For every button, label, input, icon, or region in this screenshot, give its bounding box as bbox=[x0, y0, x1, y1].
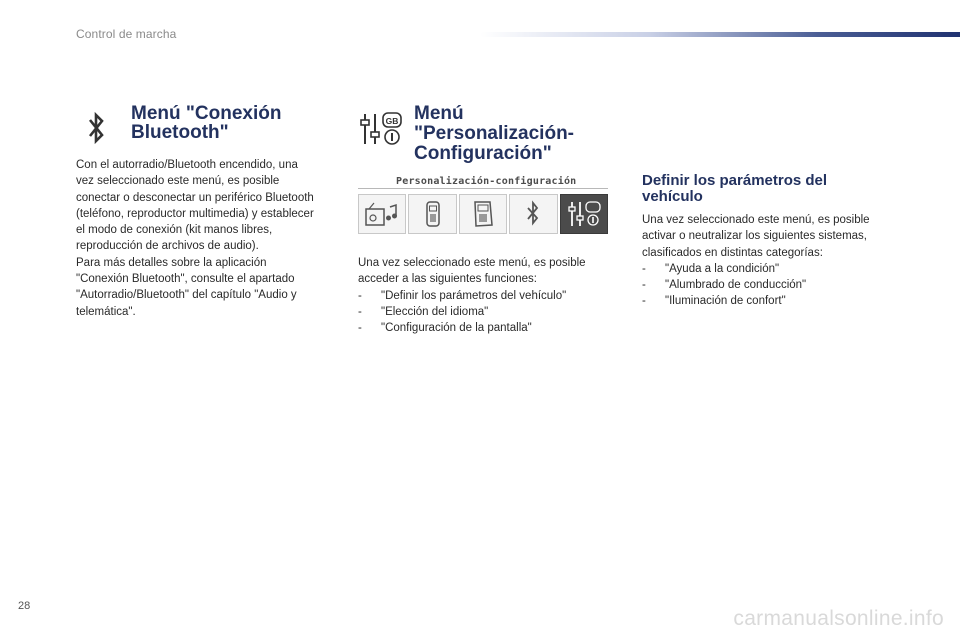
screen-menu-divider bbox=[358, 188, 608, 189]
header-rule bbox=[480, 32, 960, 37]
personalization-menu-description: Una vez seleccionado este menú, es posible acceder a las siguientes funciones: - "Definir los parámetros del vehículo" - "Elección del idioma" - "Configuración de la pantalla" bbox=[358, 255, 618, 336]
radio-audio-icon bbox=[362, 199, 402, 229]
settings-sliders-icon bbox=[564, 199, 604, 229]
screen-menu-bar bbox=[358, 194, 608, 234]
menu-button-radio-audio[interactable] bbox=[358, 194, 406, 234]
page-number: 28 bbox=[18, 600, 31, 612]
settings-sliders-icon bbox=[358, 110, 404, 148]
menu-button-bluetooth[interactable] bbox=[509, 194, 557, 234]
screen-menu-title: Personalización-configuración bbox=[396, 176, 577, 187]
bluetooth-icon bbox=[513, 199, 553, 229]
watermark: carmanualsonline.info bbox=[733, 607, 944, 630]
bluetooth-icon bbox=[84, 111, 108, 145]
menu-button-phone[interactable] bbox=[408, 194, 456, 234]
section-title: Control de marcha bbox=[76, 27, 177, 41]
svg-text:GB: GB bbox=[385, 116, 399, 126]
personalization-function-list bbox=[358, 288, 618, 337]
phone-icon bbox=[413, 199, 453, 229]
personalization-menu-heading: Menú "Personalización- Configuración" bbox=[414, 103, 574, 164]
vehicle-systems-list bbox=[642, 261, 892, 310]
list-item: - "Elección del idioma" bbox=[358, 304, 618, 320]
vehicle-parameters-heading: Definir los parámetros del vehículo bbox=[642, 172, 828, 205]
list-item: - "Configuración de la pantalla" bbox=[358, 320, 618, 336]
menu-button-trip-computer[interactable] bbox=[459, 194, 507, 234]
trip-computer-icon bbox=[463, 199, 503, 229]
list-item: - "Iluminación de confort" bbox=[642, 293, 892, 309]
bluetooth-menu-heading: Menú "Conexión Bluetooth" bbox=[131, 103, 282, 143]
list-item: - "Definir los parámetros del vehículo" bbox=[358, 288, 618, 304]
vehicle-parameters-description: Una vez seleccionado este menú, es posible activar o neutralizar los siguientes sistemas, clasificados en distintas categorías: - "Ayuda a la condición" - "Alumbrado de conducción" - "Iluminación de confort" bbox=[642, 212, 892, 310]
list-item: - "Ayuda a la condición" bbox=[642, 261, 892, 277]
list-item: - "Alumbrado de conducción" bbox=[642, 277, 892, 293]
menu-button-personalization[interactable] bbox=[560, 194, 608, 234]
bluetooth-menu-description: Con el autorradio/Bluetooth encendido, una vez seleccionado este menú, es posible conectar o desconectar un periférico Bluetooth (teléfono, reproductor multimedia) y establecer el modo de conexión (kit manos libres, reproducción de archivos de audio). Para más detalles sobre la aplicación "Conexión Bluetooth", consulte el apartado "Autorradio/Bluetooth" del capítulo "Audio y telemática". bbox=[76, 159, 314, 318]
